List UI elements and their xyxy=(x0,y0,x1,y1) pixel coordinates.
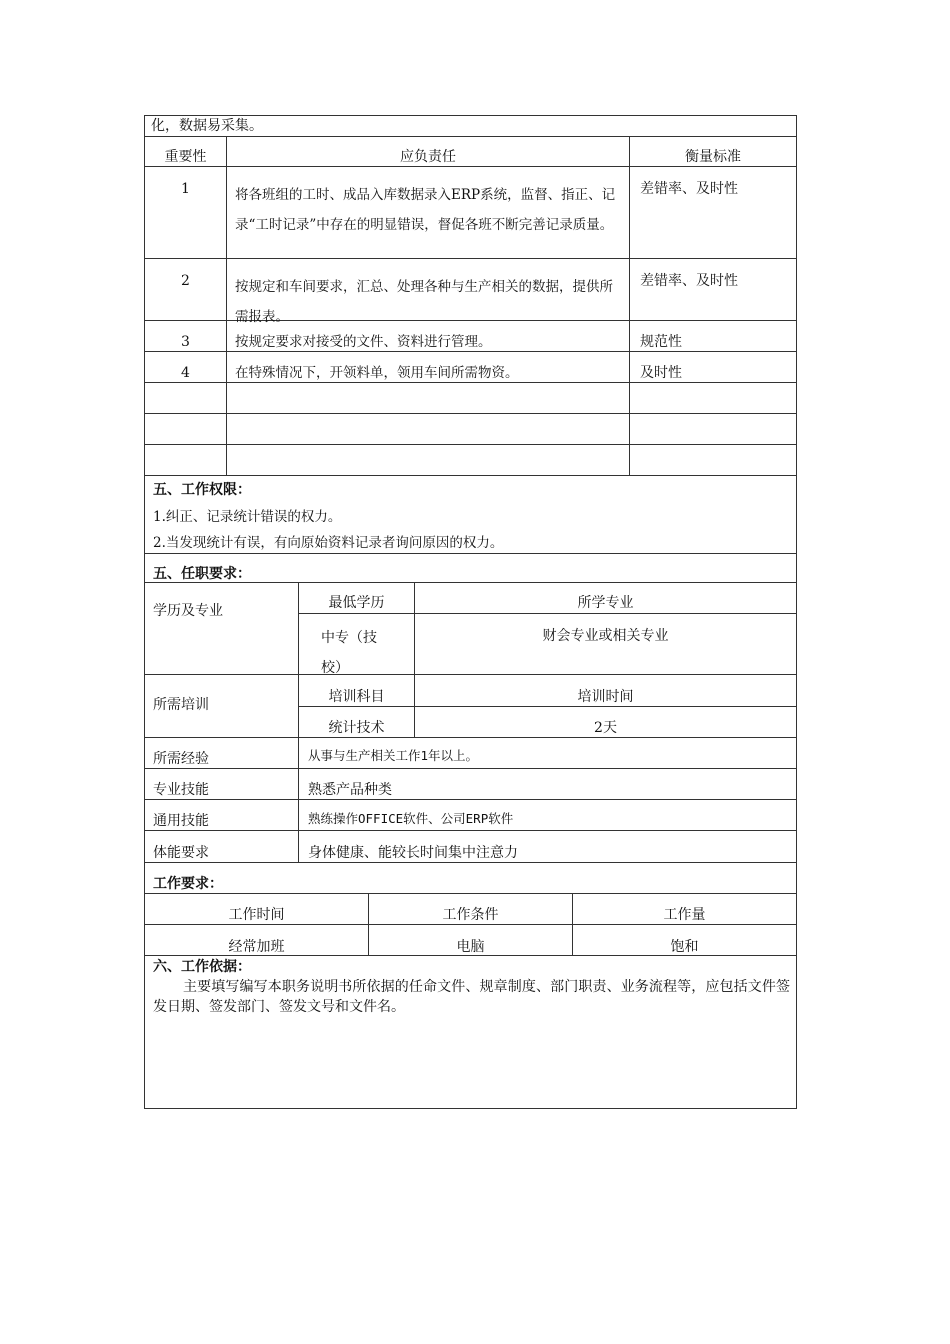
min-edu-value: 中专（技校） xyxy=(321,630,377,676)
work-req-title: 工作要求： xyxy=(153,876,223,892)
training-row xyxy=(145,675,796,738)
workload-value: 饱和 xyxy=(572,925,796,955)
major-header: 所学专业 xyxy=(577,595,634,611)
intro-row xyxy=(145,116,796,137)
pro-skill-row xyxy=(145,769,796,800)
standard-cell: 差错率、及时性 xyxy=(629,259,796,320)
training-subject-header: 培训科目 xyxy=(328,689,385,705)
training-time: 2天 xyxy=(594,720,617,736)
table-row xyxy=(145,352,796,383)
basis-text: 主要填写编写本职务说明书所依据的任命文件、规章制度、部门职责、业务流程等，应包括文件签发日期、签发部门、签发文号和文件名。 xyxy=(153,979,790,1015)
major-column xyxy=(414,583,796,674)
header-importance: 重要性 xyxy=(164,149,207,165)
work-req-value-row xyxy=(145,925,796,956)
empty-cell xyxy=(629,445,796,475)
physical-label: 体能要求 xyxy=(153,845,209,861)
importance-cell: 2 xyxy=(181,273,190,289)
importance-cell: 4 xyxy=(181,365,190,381)
intro-text: 化，数据易采集。 xyxy=(151,118,263,134)
experience-label: 所需经验 xyxy=(153,751,209,767)
basis-title: 六、工作依据： xyxy=(153,959,251,975)
pro-skill-label: 专业技能 xyxy=(153,782,209,798)
header-standard: 衡量标准 xyxy=(629,137,796,166)
training-time-header: 培训时间 xyxy=(577,689,634,705)
work-time-value: 经常加班 xyxy=(228,939,285,955)
training-label: 所需培训 xyxy=(153,697,209,713)
training-subject: 统计技术 xyxy=(328,720,385,736)
table-row xyxy=(145,167,796,259)
table-row xyxy=(145,259,796,325)
empty-cell xyxy=(629,414,796,444)
divider xyxy=(298,613,796,614)
work-condition-value: 电脑 xyxy=(368,925,572,955)
authority-title: 五、工作权限： xyxy=(153,482,251,498)
duty-cell: 在特殊情况下，开领料单，领用车间所需物资。 xyxy=(226,352,629,382)
duty-cell: 将各班组的工时、成品入库数据录入ERP系统，监督、指正、记录“工时记录”中存在的明显错误，督促各班不断完善记录质量。 xyxy=(226,167,629,258)
authority-item: 2.当发现统计有误，有向原始资料记录者询问原因的权力。 xyxy=(153,535,504,551)
job-description-table xyxy=(144,115,797,1109)
empty-row xyxy=(145,383,796,414)
qualifications-title: 五、任职要求： xyxy=(153,566,251,582)
empty-cell xyxy=(226,414,629,444)
empty-cell xyxy=(629,383,796,413)
importance-cell: 1 xyxy=(181,181,190,197)
gen-skill-label: 通用技能 xyxy=(153,813,209,829)
importance-cell: 3 xyxy=(181,334,190,350)
empty-cell xyxy=(226,445,629,475)
responsibilities-header-row xyxy=(145,137,796,167)
empty-row xyxy=(145,445,796,476)
duty-cell: 按规定要求对接受的文件、资料进行管理。 xyxy=(226,321,629,351)
work-condition-header: 工作条件 xyxy=(368,894,572,924)
physical-row xyxy=(145,831,796,863)
empty-row xyxy=(145,414,796,445)
duty-cell: 按规定和车间要求，汇总、处理各种与生产相关的数据，提供所需报表。 xyxy=(226,259,629,320)
standard-cell: 差错率、及时性 xyxy=(629,167,796,258)
experience-row xyxy=(145,738,796,769)
standard-cell: 规范性 xyxy=(629,321,796,351)
education-row xyxy=(145,583,796,675)
gen-skill-value: 熟练操作OFFICE软件、公司ERP软件 xyxy=(298,800,796,830)
header-duty: 应负责任 xyxy=(226,137,629,166)
basis-section xyxy=(145,956,796,1108)
education-label: 学历及专业 xyxy=(153,603,223,619)
qualifications-title-row xyxy=(145,554,796,583)
divider xyxy=(298,706,796,707)
work-req-header-row xyxy=(145,894,796,925)
authority-item: 1.纠正、记录统计错误的权力。 xyxy=(153,509,342,525)
major-value: 财会专业或相关专业 xyxy=(542,628,669,644)
table-row xyxy=(145,321,796,352)
pro-skill-value: 熟悉产品种类 xyxy=(298,769,796,799)
min-edu-header: 最低学历 xyxy=(328,595,385,611)
work-req-title-row xyxy=(145,863,796,894)
work-time-header: 工作时间 xyxy=(228,907,285,923)
workload-header: 工作量 xyxy=(572,894,796,924)
gen-skill-row xyxy=(145,800,796,831)
authority-section xyxy=(145,476,796,554)
standard-cell: 及时性 xyxy=(629,352,796,382)
experience-value: 从事与生产相关工作1年以上。 xyxy=(298,738,796,768)
physical-value: 身体健康、能较长时间集中注意力 xyxy=(298,831,796,862)
empty-cell xyxy=(226,383,629,413)
min-edu-column xyxy=(298,583,414,674)
